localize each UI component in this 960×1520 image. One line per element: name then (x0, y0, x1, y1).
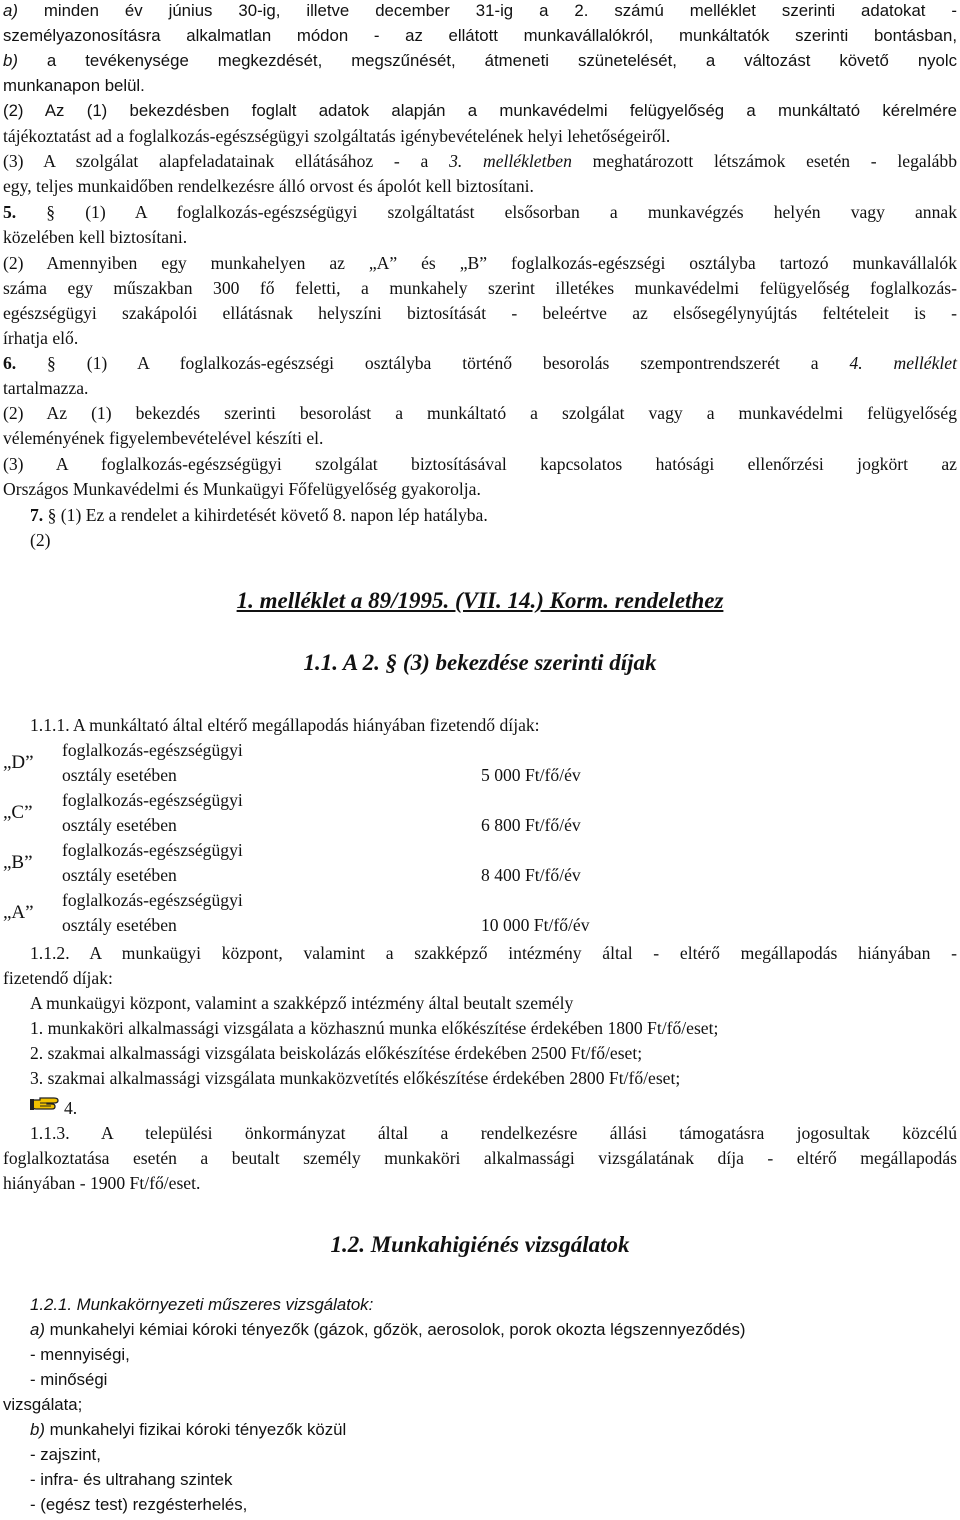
list-item: - infra- és ultrahang szintek (30, 1470, 233, 1489)
text-line: (3) A szolgálat alapfeladatainak ellátásához - a 3. mellékletben meghatározott létszámok esetén - legalább (3, 151, 957, 171)
text-line: tartalmazza. (3, 378, 89, 398)
text-line: 1.1.1. A munkáltató által eltérő megállapodás hiányában fizetendő díjak: (30, 715, 540, 735)
fee-grade: „C” (3, 802, 33, 823)
text-line: a) munkahelyi kémiai kóroki tényezők (gázok, gőzök, aerosolok, porok okozta légszennyeződés) (30, 1320, 746, 1339)
fee-label: osztály esetében (62, 765, 177, 785)
fee-label: osztály esetében (62, 865, 177, 885)
text-line: személyazonosításra alkalmatlan módon - az ellátott munkavállalókról, munkáltatók szerinti bontásban, (3, 26, 957, 45)
list-item: 1. munkaköri alkalmassági vizsgálata a közhasznú munka előkészítése érdekében 1800 Ft/fő/eset; (30, 1018, 719, 1038)
list-item: - minőségi (30, 1370, 108, 1389)
text-line: vizsgálata; (3, 1395, 83, 1414)
text-line: (3) A foglalkozás-egészségügyi szolgálat biztosításával kapcsolatos hatósági ellenőrzési jogkört az (3, 454, 957, 474)
text-line: hiányában - 1900 Ft/fő/eset. (3, 1173, 201, 1193)
fee-label: osztály esetében (62, 915, 177, 935)
text-line: egy, teljes munkaidőben rendelkezésre álló orvost és ápolót kell biztosítani. (3, 176, 534, 196)
text-line: b) a tevékenysége megkezdését, megszűnését, átmeneti szünetelését, a változást követő nyolc (3, 51, 957, 70)
hygiene-title: 1.2. Munkahigiénés vizsgálatok (330, 1232, 630, 1257)
list-item: 2. szakmai alkalmassági vizsgálata beiskolázás előkészítése érdekében 2500 Ft/fő/eset; (30, 1043, 643, 1063)
text-line: (2) Az (1) bekezdésben foglalt adatok alapján a munkavédelmi felügyelőség a munkáltató kérelmére (3, 101, 957, 120)
fee-amount: 10 000 Ft/fő/év (481, 915, 590, 935)
text-line: a) minden év június 30-ig, illetve december 31-ig a 2. számú melléklet szerinti adatokat - (3, 1, 957, 20)
fee-amount: 8 400 Ft/fő/év (481, 865, 581, 885)
fee-label: foglalkozás-egészségügyi (62, 740, 243, 760)
annex-title: 1. melléklet a 89/1995. (VII. 14.) Korm. rendelethez (236, 588, 724, 613)
text-line: véleményének figyelembevételével készíti el. (3, 428, 324, 448)
text-line: 1.1.3. A települési önkormányzat által a rendelkezésre állási támogatásra jogosultak közcélú (30, 1123, 957, 1143)
text-line: foglalkoztatása esetén a beutalt személy munkaköri alkalmassági vizsgálatának díja - eltérő megállapodás (3, 1148, 957, 1168)
fee-grade: „B” (3, 852, 33, 873)
text-line: tájékoztatást ad a foglalkozás-egészségügyi szolgáltatás igénybevételének helyi lehetőségeiről. (3, 126, 671, 146)
fee-amount: 6 800 Ft/fő/év (481, 815, 581, 835)
list-item: - (egész test) rezgésterhelés, (30, 1495, 248, 1514)
fee-label: foglalkozás-egészségügyi (62, 890, 243, 910)
text-line: (2) (30, 530, 51, 550)
paragraph-6-line: 6. § (1) A foglalkozás-egészségi osztályba történő besorolás szempontrendszerét a 4. melléklet (3, 353, 957, 373)
fee-amount: 5 000 Ft/fő/év (481, 765, 581, 785)
text-line: (2) Az (1) bekezdés szerinti besorolást a munkáltató a szolgálat vagy a munkavédelmi felügyelőség (3, 403, 957, 423)
text-line: 1.1.2. A munkaügyi központ, valamint a szakképző intézmény által - eltérő megállapodás hiányában - (30, 943, 957, 963)
list-item: 4. (64, 1098, 78, 1118)
fee-label: foglalkozás-egészségügyi (62, 790, 243, 810)
text-line: közelében kell biztosítani. (3, 227, 188, 247)
text-line: munkanapon belül. (3, 76, 145, 95)
fee-grade: „A” (3, 902, 34, 923)
list-item: 3. szakmai alkalmassági vizsgálata munkaközvetítés előkészítése érdekében 2800 Ft/fő/eset; (30, 1068, 681, 1088)
text-line: A munkaügyi központ, valamint a szakképző intézmény által beutalt személy (30, 993, 574, 1013)
fee-grade: „D” (3, 752, 34, 773)
list-item: - zajszint, (30, 1445, 101, 1464)
text-line: b) munkahelyi fizikai kóroki tényezők közül (30, 1420, 347, 1439)
paragraph-5-line: 5. § (1) A foglalkozás-egészségügyi szolgáltatást elsősorban a munkavégzés helyén vagy annak (3, 202, 957, 222)
text-line: 1.2.1. Munkakörnyezeti műszeres vizsgálatok: (30, 1295, 374, 1314)
list-item: - mennyiségi, (30, 1345, 130, 1364)
text-line: száma egy műszakban 300 fő feletti, a munkahely szerint illetékes munkavédelmi felügyelőség foglalkozás- (3, 278, 957, 298)
fee-label: foglalkozás-egészségügyi (62, 840, 243, 860)
paragraph-7-line: 7. § (1) Ez a rendelet a kihirdetését követő 8. napon lép hatályba. (30, 505, 488, 525)
text-line: Országos Munkavédelmi és Munkaügyi Főfelügyelőség gyakorolja. (3, 479, 481, 499)
annex-subtitle: 1.1. A 2. § (3) bekezdése szerinti díjak (303, 650, 657, 675)
text-line: (2) Amennyiben egy munkahelyen az „A” és „B” foglalkozás-egészségi osztályba tartozó munkavállalók (3, 253, 957, 273)
text-line: fizetendő díjak: (3, 968, 113, 988)
text-line: írhatja elő. (3, 328, 79, 348)
pointing-hand-icon[interactable] (30, 1091, 62, 1113)
text-line: egészségügyi szakápolói ellátásnak helyszíni biztosítását - beleértve az elsősegélynyújtás feltételeit is - (3, 303, 957, 323)
fee-label: osztály esetében (62, 815, 177, 835)
